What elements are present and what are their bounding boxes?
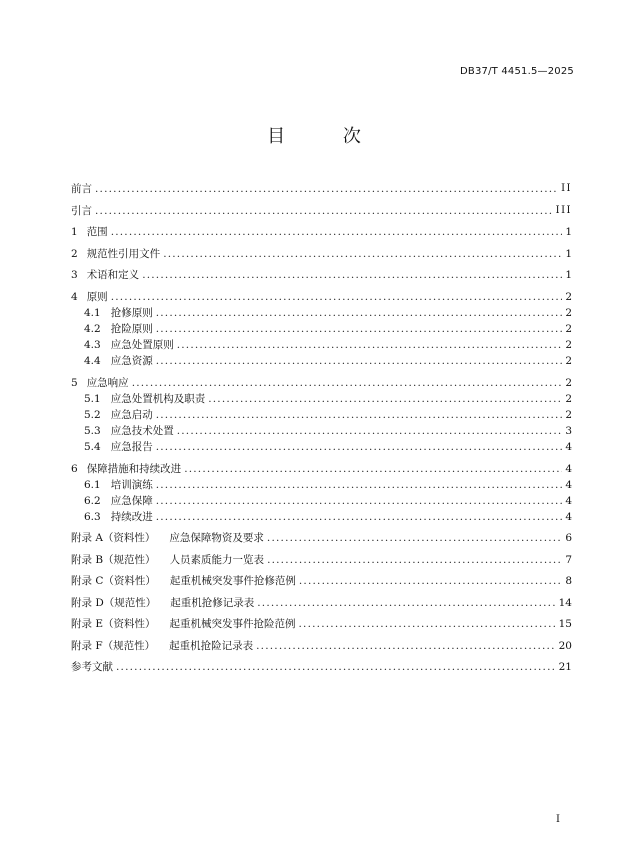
toc-entry-number: 4.3 bbox=[84, 339, 101, 351]
toc-entry[interactable] bbox=[71, 613, 572, 631]
document-code: DB37/T 4451.5—2025 bbox=[460, 66, 574, 77]
toc-entry-title bbox=[71, 660, 113, 674]
toc-entry-title bbox=[71, 553, 264, 567]
toc-entry-page: 6 bbox=[565, 532, 572, 544]
toc-entry-number: 附录 A（资料性） bbox=[71, 532, 156, 544]
toc-entry-number: 6.1 bbox=[84, 479, 101, 491]
toc-leader-dots bbox=[163, 247, 562, 261]
toc-entry-title bbox=[71, 204, 92, 218]
toc-entry-title bbox=[71, 268, 139, 282]
toc-leader-dots bbox=[142, 268, 562, 282]
toc-entry[interactable] bbox=[71, 350, 572, 368]
toc-leader-dots bbox=[299, 617, 556, 631]
toc-entry[interactable] bbox=[71, 264, 572, 282]
toc-entry[interactable] bbox=[71, 656, 572, 674]
toc-leader-dots bbox=[267, 553, 562, 567]
toc-entry-page: 1 bbox=[565, 269, 572, 281]
toc-entry-number: 6 bbox=[71, 463, 78, 475]
toc-entry-number: 附录 F（规范性） bbox=[71, 640, 156, 652]
toc-entry-page: II bbox=[561, 183, 572, 194]
toc-entry-title bbox=[71, 247, 160, 261]
toc-entry-label: 应急启动 bbox=[110, 409, 153, 421]
toc-entry-label: 术语和定义 bbox=[86, 269, 140, 281]
toc-entry-number: 附录 D（规范性） bbox=[71, 597, 157, 609]
toc-entry-label: 抢修原则 bbox=[110, 307, 153, 319]
toc-entry-page: 15 bbox=[558, 618, 572, 630]
toc-entry-label: 规范性引用文件 bbox=[86, 248, 161, 260]
toc-leader-dots bbox=[156, 440, 563, 454]
toc-entry-number: 5.1 bbox=[84, 393, 101, 405]
toc-entry-title bbox=[84, 440, 153, 454]
toc-entry-page: 21 bbox=[558, 661, 572, 673]
toc-entry-label: 持续改进 bbox=[110, 511, 153, 523]
toc-entry-label: 应急资源 bbox=[110, 355, 153, 367]
toc-entry[interactable] bbox=[71, 635, 572, 653]
toc-entry-label: 应急响应 bbox=[86, 377, 129, 389]
toc-entry-page: 4 bbox=[565, 463, 572, 475]
toc-entry-page: 14 bbox=[558, 597, 572, 609]
toc-entry-number: 5.4 bbox=[84, 441, 101, 453]
toc-entry-page: 8 bbox=[565, 575, 572, 587]
toc-entry-number: 4 bbox=[71, 291, 78, 303]
toc-entry-label: 引言 bbox=[71, 205, 92, 217]
toc-entry-page: III bbox=[555, 205, 572, 216]
toc-entry-page: 2 bbox=[565, 291, 572, 303]
toc-entry-title bbox=[71, 596, 254, 610]
toc-entry-page: 1 bbox=[565, 226, 572, 238]
toc-entry[interactable] bbox=[71, 549, 572, 567]
toc-entry[interactable] bbox=[71, 527, 572, 545]
toc-entry-title bbox=[71, 225, 108, 239]
toc-entry-number: 1 bbox=[71, 226, 78, 238]
toc-entry-label: 前言 bbox=[71, 183, 92, 195]
toc-entry[interactable] bbox=[71, 592, 572, 610]
toc-entry-label: 应急处置机构及职责 bbox=[110, 393, 206, 405]
toc-entry-label: 应急保障物资及要求 bbox=[169, 532, 264, 544]
toc-entry-title bbox=[71, 617, 296, 631]
toc-entry-page: 2 bbox=[565, 409, 572, 421]
toc-entry[interactable] bbox=[71, 436, 572, 454]
toc-entry-number: 2 bbox=[71, 248, 78, 260]
toc-entry-number: 5.2 bbox=[84, 409, 101, 421]
toc-entry-number: 4.1 bbox=[84, 307, 101, 319]
toc-entry-title bbox=[71, 574, 296, 588]
toc-entry-number: 附录 E（资料性） bbox=[71, 618, 156, 630]
toc-entry-number: 6.3 bbox=[84, 511, 101, 523]
footer-page-number: I bbox=[556, 814, 560, 825]
toc-entry-number: 附录 C（资料性） bbox=[71, 575, 156, 587]
toc-entry-label: 应急技术处置 bbox=[110, 425, 174, 437]
toc-entry-page: 2 bbox=[565, 339, 572, 351]
toc-entry-label: 参考文献 bbox=[71, 661, 113, 673]
toc-leader-dots bbox=[95, 204, 553, 218]
toc-entry[interactable] bbox=[71, 178, 572, 196]
toc-entry-label: 起重机抢险记录表 bbox=[169, 640, 254, 652]
toc-entry-label: 应急保障 bbox=[110, 495, 153, 507]
toc-leader-dots bbox=[257, 596, 555, 610]
toc-entry-page: 4 bbox=[565, 495, 572, 507]
toc-leader-dots bbox=[111, 225, 563, 239]
toc-entry-page: 2 bbox=[565, 323, 572, 335]
toc-entry-number: 4.4 bbox=[84, 355, 101, 367]
toc-entry-page: 4 bbox=[565, 441, 572, 453]
toc-entry-label: 起重机械突发事件抢险范例 bbox=[169, 618, 296, 630]
toc-entry-page: 4 bbox=[565, 511, 572, 523]
toc-entry[interactable] bbox=[71, 570, 572, 588]
toc-leader-dots bbox=[256, 639, 556, 653]
toc-entry-label: 抢险原则 bbox=[110, 323, 153, 335]
toc-entry[interactable] bbox=[71, 506, 572, 524]
toc-entry-label: 原则 bbox=[86, 291, 108, 303]
toc-entry-page: 2 bbox=[565, 377, 572, 389]
toc-entry-number: 5 bbox=[71, 377, 78, 389]
toc-entry-page: 1 bbox=[565, 248, 572, 260]
toc-entry-page: 2 bbox=[565, 393, 572, 405]
toc-entry-title bbox=[84, 354, 153, 368]
toc-entry-number: 6.2 bbox=[84, 495, 101, 507]
toc-entry-label: 应急报告 bbox=[110, 441, 153, 453]
toc-leader-dots bbox=[95, 182, 558, 196]
toc-leader-dots bbox=[116, 660, 556, 674]
toc-entry-number: 5.3 bbox=[84, 425, 101, 437]
toc-entry-label: 起重机械突发事件抢修范例 bbox=[169, 575, 296, 587]
toc-entry-title bbox=[71, 531, 264, 545]
toc-entry-label: 起重机抢修记录表 bbox=[170, 597, 255, 609]
toc-entry-number: 4.2 bbox=[84, 323, 101, 335]
toc-leader-dots bbox=[156, 510, 563, 524]
toc-leader-dots bbox=[267, 531, 562, 545]
toc-entry-title bbox=[71, 182, 92, 196]
toc-entry[interactable] bbox=[71, 221, 572, 239]
toc-entry-label: 培训演练 bbox=[110, 479, 153, 491]
toc-entry-page: 3 bbox=[565, 425, 572, 437]
toc-entry-page: 20 bbox=[558, 640, 572, 652]
toc-leader-dots bbox=[156, 354, 563, 368]
toc-entry-title bbox=[84, 510, 153, 524]
toc-entry-number: 3 bbox=[71, 269, 78, 281]
toc-entry-label: 保障措施和持续改进 bbox=[86, 463, 182, 475]
page-title: 目 次 bbox=[267, 126, 387, 147]
toc-entry-label: 范围 bbox=[86, 226, 108, 238]
toc-entry[interactable] bbox=[71, 200, 572, 218]
toc-entry-page: 2 bbox=[565, 355, 572, 367]
toc-entry-page: 2 bbox=[565, 307, 572, 319]
toc-entry-title bbox=[71, 639, 253, 653]
toc-entry-page: 7 bbox=[565, 554, 572, 566]
toc-entry[interactable] bbox=[71, 243, 572, 261]
toc-entry-number: 附录 B（规范性） bbox=[71, 554, 156, 566]
toc-entry-page: 4 bbox=[565, 479, 572, 491]
toc-entry-label: 应急处置原则 bbox=[110, 339, 174, 351]
toc-leader-dots bbox=[299, 574, 562, 588]
toc-entry-label: 人员素质能力一览表 bbox=[169, 554, 265, 566]
